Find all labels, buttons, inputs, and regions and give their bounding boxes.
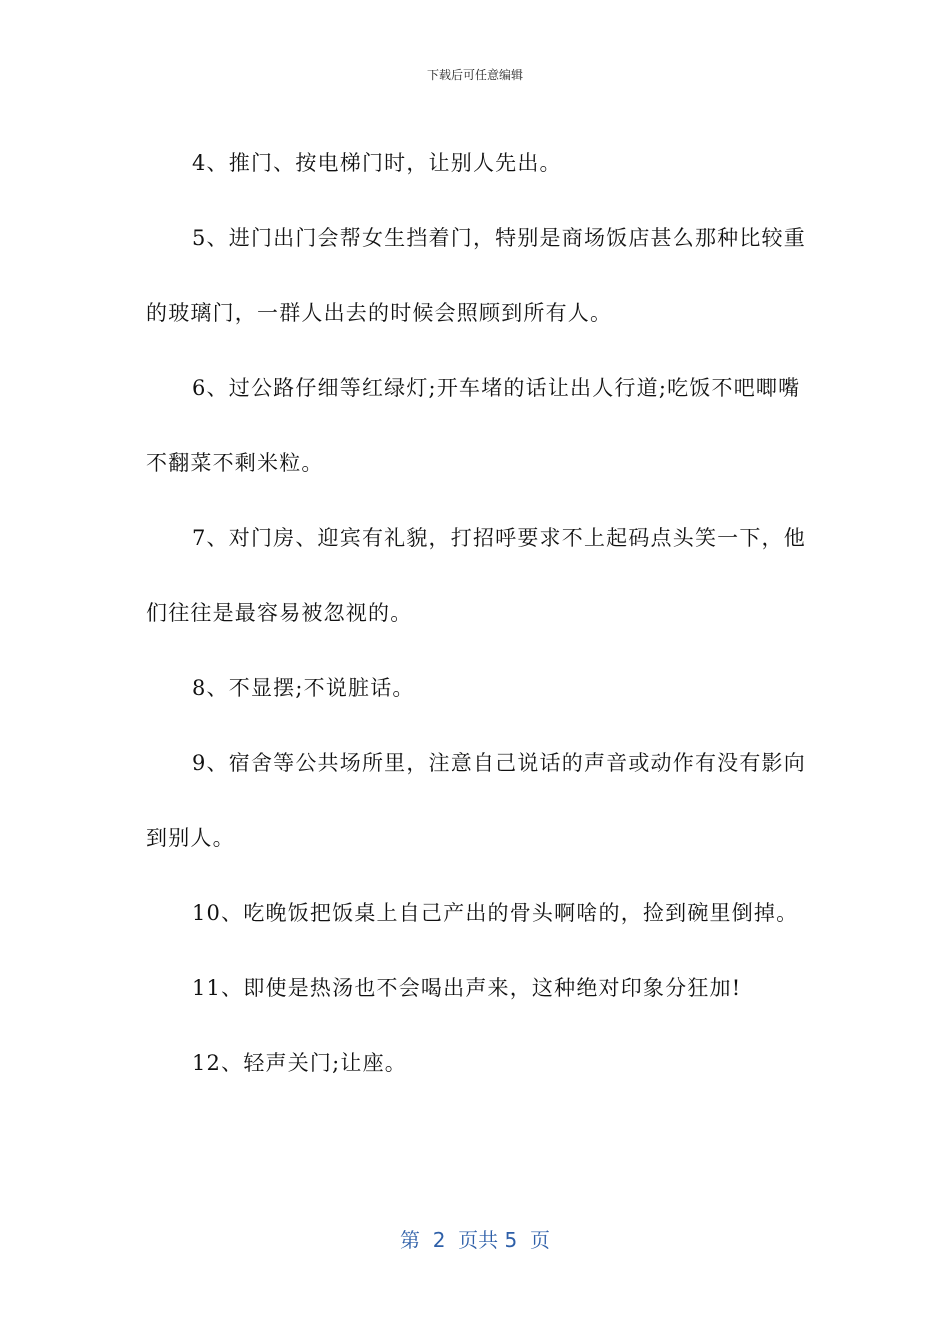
document-body [146,126,816,1101]
page-header: 下载后可任意编辑 [426,68,523,82]
paragraph-item-5: 5、进门出门会帮女生挡着门，特别是商场饭店甚么那种比较重的玻璃门，一群人出去的时候会照顾到所有人。 [146,226,806,325]
paragraph-item-11: 11、即使是热汤也不会喝出声来，这种绝对印象分狂加! [192,976,742,1000]
paragraph-item-12: 12、轻声关门;让座。 [192,1051,407,1075]
paragraph-item-10: 10、吃晚饭把饭桌上自己产出的骨头啊啥的，捡到碗里倒掉。 [192,901,799,925]
paragraph-item-9: 9、宿舍等公共场所里，注意自己说话的声音或动作有没有影向到别人。 [146,751,806,850]
paragraph-item-7: 7、对门房、迎宾有礼貌，打招呼要求不上起码点头笑一下，他们往往是最容易被忽视的。 [146,526,806,625]
page-number-footer: 第 2 页共 5 页 [400,1228,550,1252]
paragraph-item-8: 8、不显摆;不说脏话。 [192,676,415,700]
paragraph-item-6: 6、过公路仔细等红绿灯;开车堵的话让出人行道;吃饭不吧唧嘴不翻菜不剩米粒。 [146,376,801,475]
paragraph-item-4: 4、推门、按电梯门时，让别人先出。 [192,151,562,175]
